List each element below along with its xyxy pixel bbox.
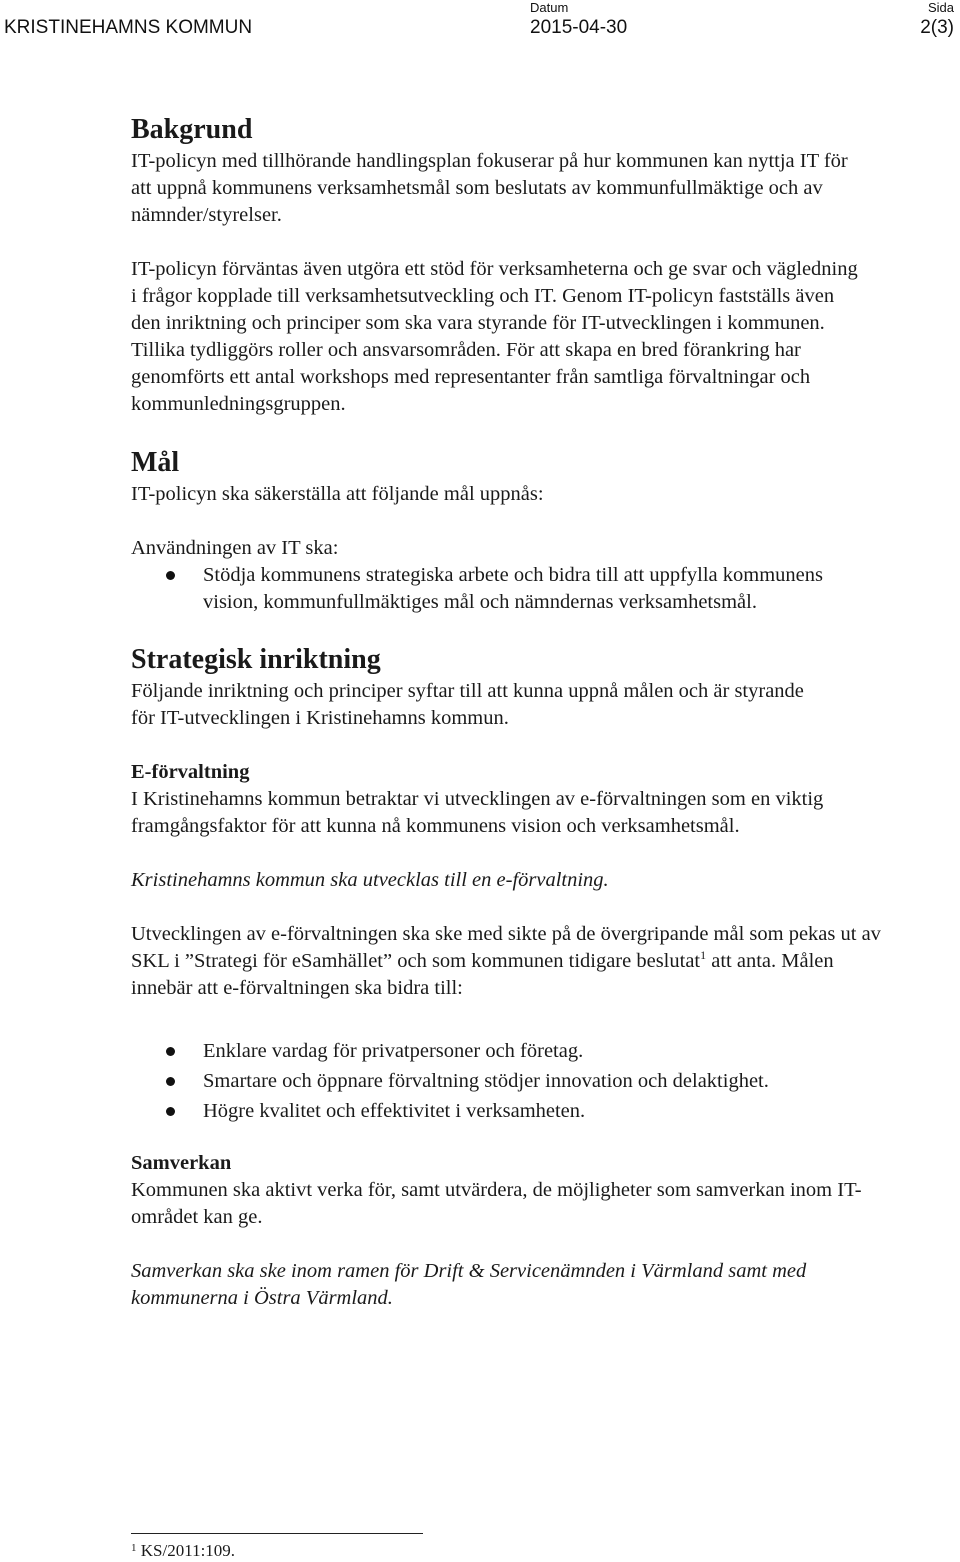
page-label: Sida xyxy=(927,0,954,15)
footnote-divider xyxy=(131,1533,423,1534)
e-forvaltning-bullet-list xyxy=(131,1038,891,1125)
list-item-text: Smartare och öppnare förvaltning stödjer innovation och delaktighet. xyxy=(203,1070,769,1092)
e-forvaltning-paragraph-1: I Kristinehamns kommun betraktar vi utvecklingen av e-förvaltningen som en viktig framgångsfaktor för att kunna nå kommunens vision och verksamhetsmål. xyxy=(131,788,824,837)
samverkan-italic-statement: Samverkan ska ske inom ramen för Drift & Servicenämnden i Värmland samt med kommunerna i Östra Värmland. xyxy=(131,1260,807,1309)
page-number: 2(3) xyxy=(920,17,954,38)
e-forvaltning-italic-statement: Kristinehamns kommun ska utvecklas till en e-förvaltning. xyxy=(131,869,609,891)
list-item-text: Högre kvalitet och effektivitet i verksamheten. xyxy=(203,1100,586,1122)
mal-bullet-list xyxy=(131,562,831,616)
list-item-text: Stödja kommunens strategiska arbete och bidra till att uppfylla kommunens vision, kommunfullmäktiges mål och nämndernas verksamhetsmål. xyxy=(203,564,823,613)
bakgrund-paragraph-1: IT-policyn med tillhörande handlingsplan fokuserar på hur kommunen kan nyttja IT för att uppnå kommunens verksamhetsmål som beslutats av kommunfullmäktige och av nämnder/styrelser. xyxy=(131,150,848,226)
heading-e-forvaltning: E-förvaltning xyxy=(131,761,250,783)
paragraph-text: Utvecklingen av e-förvaltningen ska ske med sikte på de övergripande mål som pekas ut av SKL i ”Strategi för eSamhället” och som kommunen tidigare beslutat xyxy=(131,923,881,972)
page-header xyxy=(0,0,960,50)
heading-samverkan: Samverkan xyxy=(131,1152,232,1174)
strategisk-paragraph: Följande inriktning och principer syftar till att kunna uppnå målen och är styrande för IT-utvecklingen i Kristinehamns kommun. xyxy=(131,680,804,729)
bullet-icon xyxy=(166,571,175,580)
samverkan-paragraph: Kommunen ska aktivt verka för, samt utvärdera, de möjligheter som samverkan inom IT-området kan ge. xyxy=(131,1179,862,1228)
date-label: Datum xyxy=(530,0,569,15)
mal-intro: IT-policyn ska säkerställa att följande mål uppnås: xyxy=(131,483,544,505)
list-item xyxy=(131,1098,891,1125)
list-item xyxy=(131,1068,891,1095)
e-forvaltning-paragraph-2 xyxy=(131,921,881,1002)
list-item xyxy=(131,562,831,616)
footnote-text: KS/2011:109. xyxy=(136,1541,236,1560)
organization-name: KRISTINEHAMNS KOMMUN xyxy=(4,17,253,38)
heading-strategisk-inriktning: Strategisk inriktning xyxy=(131,644,381,675)
document-body xyxy=(131,112,931,1312)
bullet-icon xyxy=(166,1107,175,1116)
footnote xyxy=(131,1541,235,1561)
mal-subheading: Användningen av IT ska: xyxy=(131,537,339,559)
bullet-icon xyxy=(166,1047,175,1056)
bullet-icon xyxy=(166,1077,175,1086)
list-item-text: Enklare vardag för privatpersoner och företag. xyxy=(203,1040,584,1062)
heading-bakgrund: Bakgrund xyxy=(131,114,253,145)
bakgrund-paragraph-2: IT-policyn förväntas även utgöra ett stöd för verksamheterna och ge svar och vägledning i frågor kopplade till verksamhetsutveckling och IT. Genom IT-policyn fastställs även den inriktning och principer som ska vara styrande för IT-utvecklingen i kommunen. Tillika tydliggörs roller och ansvarsområden. För att skapa en bred förankring har genomförts ett antal workshops med representanter från samtliga förvaltningar och kommunledningsgruppen. xyxy=(131,258,858,415)
paragraph-text-continued: att anta. Målen innebär att e-förvaltningen ska bidra till: xyxy=(131,950,834,999)
footnote-reference: 1 xyxy=(700,948,707,962)
list-item xyxy=(131,1038,891,1065)
heading-mal: Mål xyxy=(131,447,180,478)
date-value: 2015-04-30 xyxy=(530,17,628,38)
footnote-number: 1 xyxy=(131,1542,137,1554)
